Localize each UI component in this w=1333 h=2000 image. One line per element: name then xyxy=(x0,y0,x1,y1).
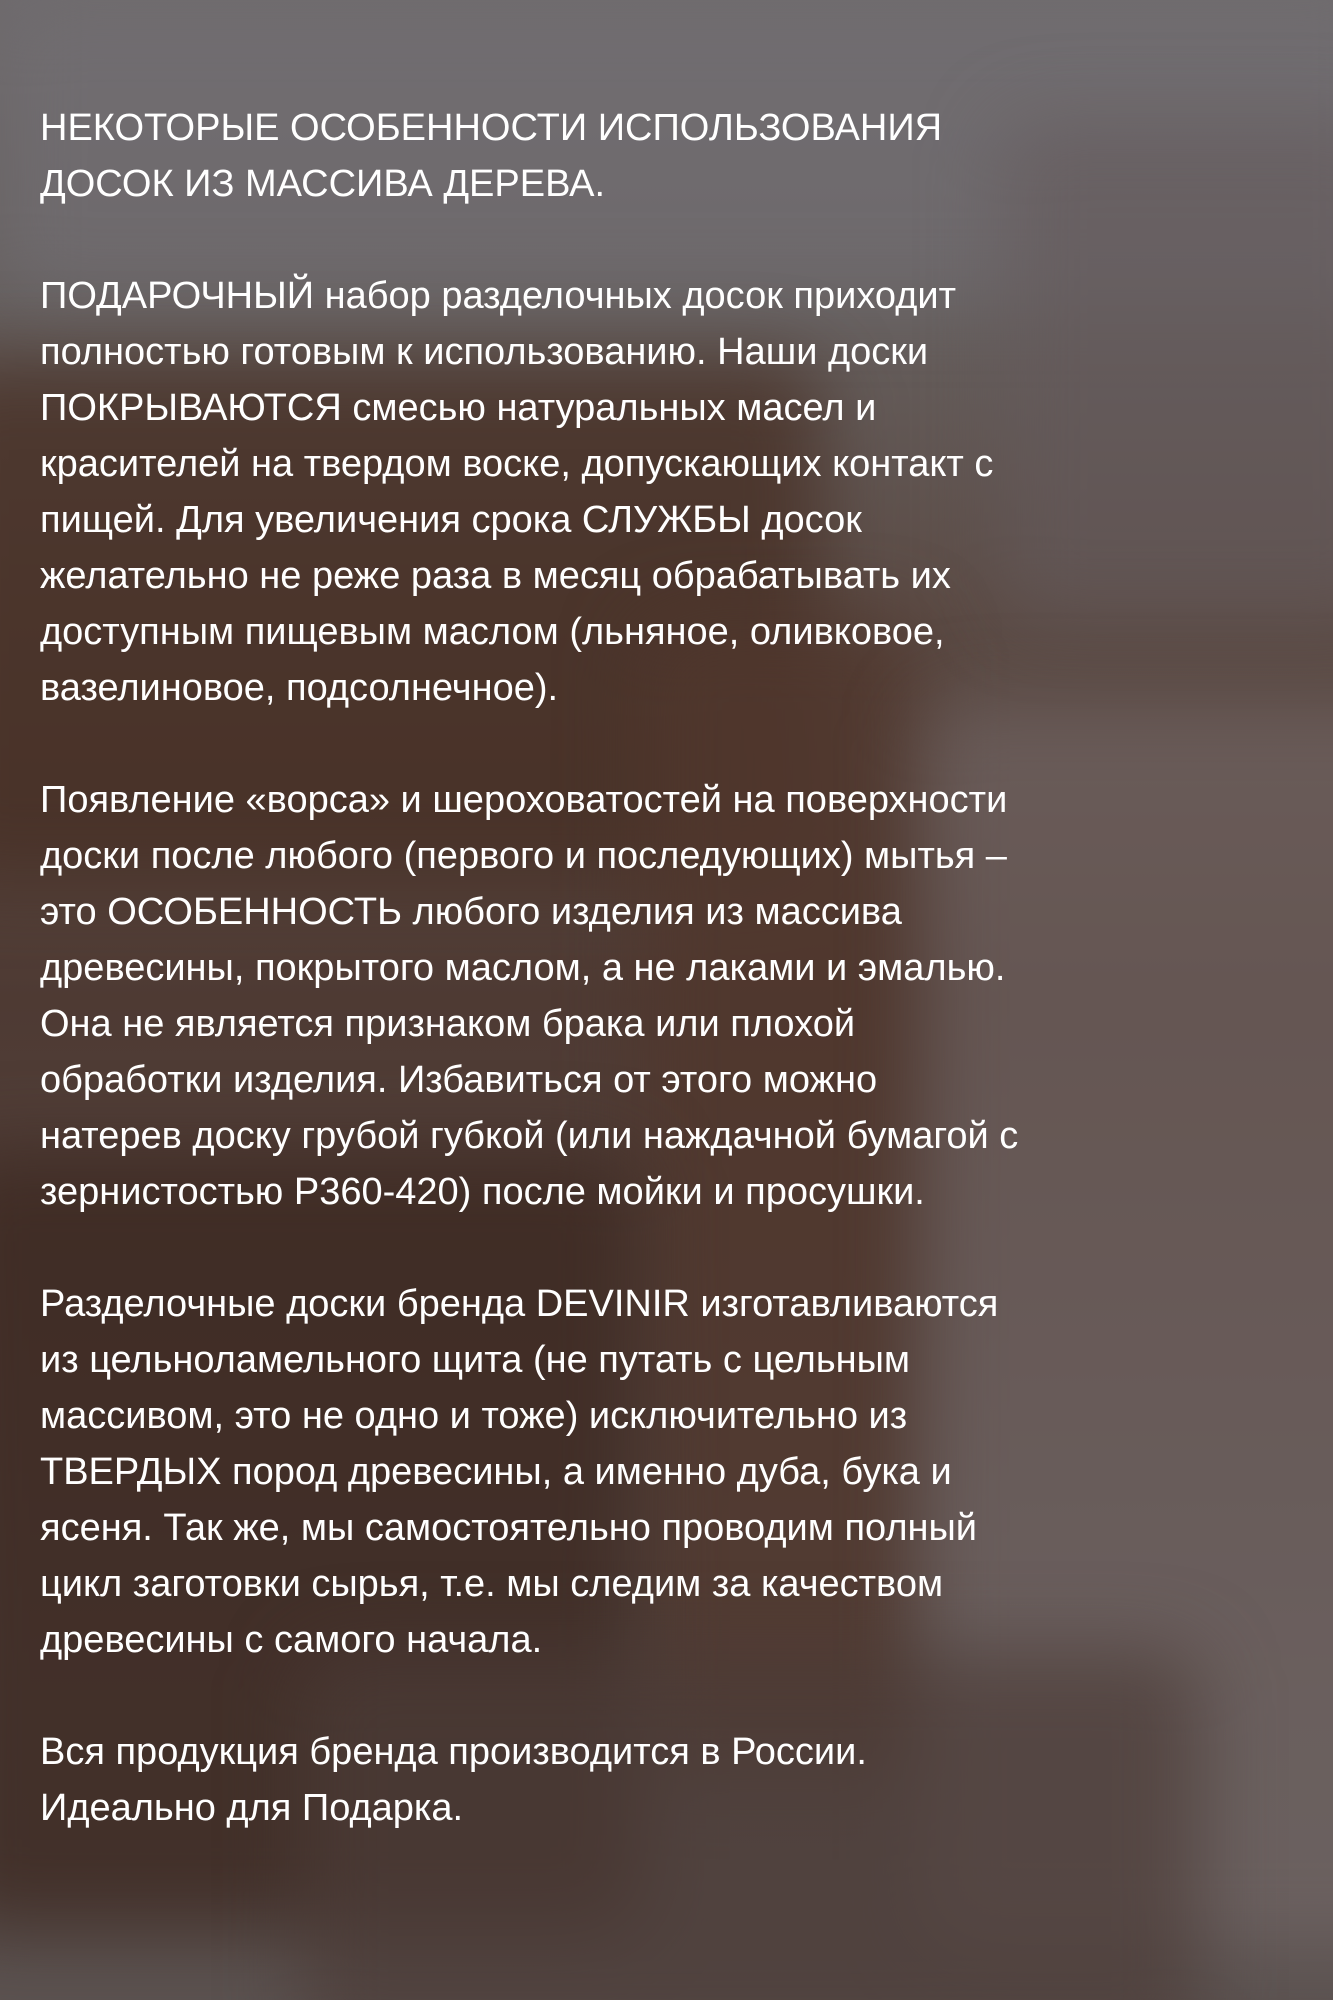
heading: НЕКОТОРЫЕ ОСОБЕННОСТИ ИСПОЛЬЗОВАНИЯ ДОСОК ИЗ МАССИВА ДЕРЕВА. xyxy=(40,107,943,205)
paragraph-coating: ПОДАРОЧНЫЙ набор разделочных досок приходит полностью готовым к использованию. Наши доски ПОКРЫВАЮТСЯ смесью натуральных масел и красителей на твердом воске, допускающих контакт с пищей. Для увеличения срока СЛУЖБЫ досок желательно не реже раза в месяц обрабатывать их доступным пищевым маслом (льняное, оливковое, вазелиновое, подсолнечное). xyxy=(40,275,994,709)
text-content xyxy=(40,100,1310,1836)
paragraph-surface: Появление «ворса» и шероховатостей на поверхности доски после любого (первого и последующих) мытья – это ОСОБЕННОСТЬ любого изделия из массива древесины, покрытого маслом, а не лаками и эмалью. Она не является признаком брака или плохой обработки изделия. Избавиться от этого можно натерев доску грубой губкой (или наждачной бумагой с зернистостью P360-420) после мойки и просушки. xyxy=(40,779,1019,1213)
paragraph-brand: Разделочные доски бренда DEVINIR изготавливаются из цельноламельного щита (не путать с цельным массивом, это не одно и тоже) исключительно из ТВЕРДЫХ пород древесины, а именно дуба, бука и ясеня. Так же, мы самостоятельно проводим полный цикл заготовки сырья, т.е. мы следим за качеством древесины с самого начала. xyxy=(40,1283,999,1661)
paragraph-origin: Вся продукция бренда производится в России. Идеально для Подарка. xyxy=(40,1731,867,1829)
